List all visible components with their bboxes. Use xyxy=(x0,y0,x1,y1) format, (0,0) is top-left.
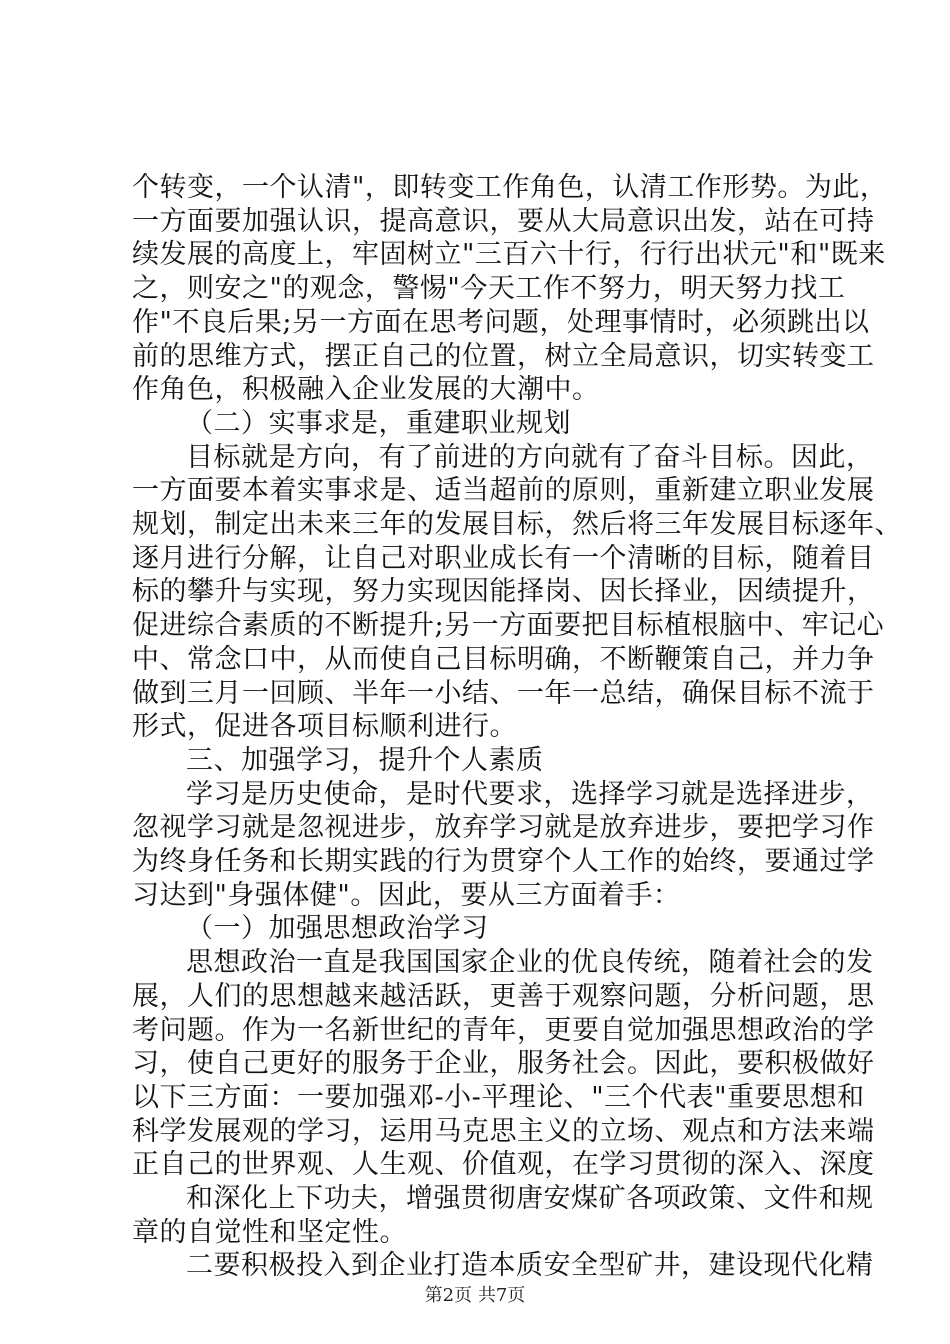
paragraph-first-line: 思想政治一直是我国国家企业的优良传统，随着社会的发 xyxy=(186,947,874,979)
body-line: 规划，制定出未来三年的发展目标，然后将三年发展目标逐年、 xyxy=(132,509,902,540)
body-line: 习达到"身强体健"。因此，要从三方面着手： xyxy=(132,879,681,911)
body-line: 之，则安之"的观念，警惕"今天工作不努力，明天努力找工 xyxy=(132,273,846,305)
section-heading: （二）实事求是，重建职业规划 xyxy=(186,407,571,439)
body-line: 以下三方面：一要加强邓-小-平理论、"三个代表"重要思想和 xyxy=(132,1081,865,1113)
body-line: 为终身任务和长期实践的行为贯穿个人工作的始终，要通过学 xyxy=(132,846,875,877)
page-number-footer: 第2页 共7页 xyxy=(424,1285,526,1306)
paragraph-first-line: 二要积极投入到企业打造本质安全型矿井，建设现代化精 xyxy=(186,1250,874,1282)
body-line: 个转变，一个认清"，即转变工作角色，认清工作形势。为此， xyxy=(132,172,888,203)
body-line: 作"不良后果;另一方面在思考问题，处理事情时，必须跳出以 xyxy=(132,306,870,338)
body-line: 做到三月一回顾、半年一小结、一年一总结，确保目标不流于 xyxy=(132,677,875,709)
body-line: 展，人们的思想越来越活跃，更善于观察问题，分析问题，思 xyxy=(132,980,875,1012)
body-line: 中、常念口中，从而使自己目标明确，不断鞭策自己，并力争 xyxy=(132,643,875,675)
body-line-indented: 和深化上下功夫，增强贯彻唐安煤矿各项政策、文件和规 xyxy=(186,1183,874,1214)
body-line: 科学发展观的学习，运用马克思主义的立场、观点和方法来端 xyxy=(132,1115,875,1147)
body-line: 习，使自己更好的服务于企业，服务社会。因此，要积极做好 xyxy=(132,1048,875,1080)
body-line: 标的攀升与实现，努力实现因能择岗、因长择业，因绩提升， xyxy=(132,576,875,608)
body-line: 形式，促进各项目标顺利进行。 xyxy=(132,711,517,743)
section-heading: 三、加强学习，提升个人素质 xyxy=(186,744,544,776)
body-line: 逐月进行分解，让自己对职业成长有一个清晰的目标，随着目 xyxy=(132,542,875,574)
body-line: 作角色，积极融入企业发展的大潮中。 xyxy=(132,374,600,406)
body-line: 正自己的世界观、人生观、价值观，在学习贯彻的深入、深度 xyxy=(132,1149,875,1181)
body-line: 前的思维方式，摆正自己的位置，树立全局意识，切实转变工 xyxy=(132,340,875,372)
paragraph-first-line: 目标就是方向，有了前进的方向就有了奋斗目标。因此， xyxy=(186,441,874,473)
body-line: 章的自觉性和坚定性。 xyxy=(132,1216,407,1248)
body-line: 忽视学习就是忽视进步，放弃学习就是放弃进步，要把学习作 xyxy=(132,812,875,844)
body-line: 促进综合素质的不断提升;另一方面要把目标植根脑中、牢记心 xyxy=(132,610,885,642)
body-line: 续发展的高度上，牢固树立"三百六十行，行行出状元"和"既来 xyxy=(132,239,886,271)
body-line: 一方面要本着实事求是、适当超前的原则，重新建立职业发展 xyxy=(132,475,875,507)
body-line: 考问题。作为一名新世纪的青年，更要自觉加强思想政治的学 xyxy=(132,1014,875,1046)
section-heading: （一）加强思想政治学习 xyxy=(186,913,489,945)
paragraph-first-line: 学习是历史使命，是时代要求，选择学习就是选择进步， xyxy=(186,778,874,810)
body-line: 一方面要加强认识，提高意识，要从大局意识出发，站在可持 xyxy=(132,205,875,237)
